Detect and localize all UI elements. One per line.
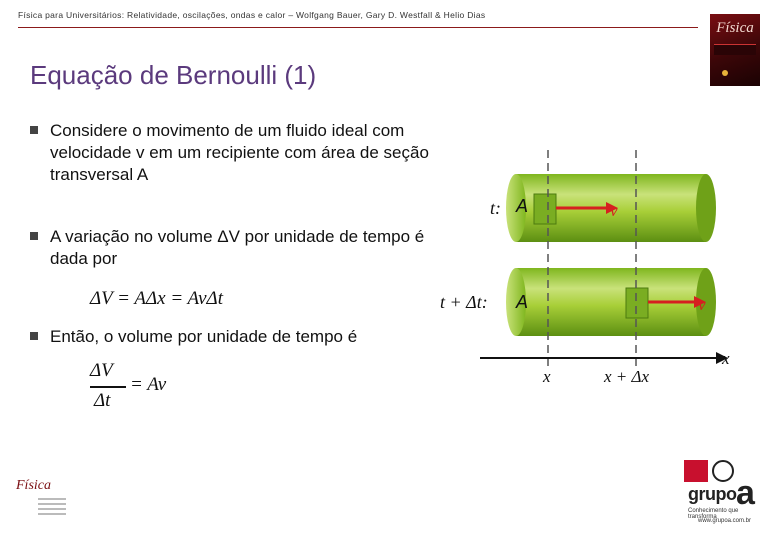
- bullet-1: [30, 120, 430, 186]
- tube-bottom: [506, 268, 716, 336]
- bullet-2-text: A variação no volume ΔV por unidade de tempo é dada por: [50, 227, 425, 268]
- brand-tagline: Conhecimento que transforma: [688, 508, 739, 520]
- fluid-tube-figure: [430, 150, 760, 390]
- bullet-3-text: Então, o volume por unidade de tempo é: [50, 327, 358, 346]
- bullet-3: [30, 326, 430, 348]
- book-cover-band: [714, 44, 756, 55]
- bookman-seal-icon: [712, 460, 734, 482]
- label-x: x: [543, 367, 551, 386]
- mcgraw-hill-logo: [684, 460, 708, 482]
- label-velocity-top: v: [610, 201, 618, 220]
- label-velocity-bottom: v: [698, 295, 706, 314]
- bullet-2: [30, 226, 430, 270]
- fluid-slab-top: [534, 194, 556, 224]
- publisher-logo: [684, 460, 768, 530]
- header-text: Física para Universitários: Relatividade, oscilações, ondas e calor – Wolfgang Bauer, Gary D. Westfall & Helio Dias: [18, 10, 486, 20]
- footer-book-lines: [38, 498, 66, 515]
- fraction-denominator: Δt: [94, 390, 111, 411]
- label-t: t:: [490, 198, 501, 218]
- brand-url: www.grupoa.com.br: [698, 518, 752, 524]
- fraction-bar: [90, 386, 126, 388]
- label-axis-x: x: [722, 349, 730, 368]
- label-area-bottom: A: [516, 292, 529, 312]
- formula-volume-change: ΔV = AΔx = AvΔt: [90, 288, 223, 309]
- label-area-top: A: [516, 196, 529, 216]
- brand-grupo: grupo: [688, 484, 737, 504]
- footer-book-title: Física: [16, 478, 51, 493]
- bullet-1-text: Considere o movimento de um fluido ideal com velocidade v em um recipiente com área de seção transversal A: [50, 121, 429, 184]
- label-x-plus-dx: x + Δx: [604, 367, 650, 386]
- brand-letter-a: a: [736, 474, 755, 512]
- header-divider: [18, 27, 698, 28]
- fraction-rhs: = Av: [130, 374, 167, 395]
- book-cover-dot: [722, 70, 728, 76]
- slide-title: Equação de Bernoulli (1): [30, 60, 317, 90]
- label-t-plus-dt: t + Δt:: [440, 292, 488, 312]
- bullet-marker: [30, 126, 38, 134]
- book-cover-thumbnail: [710, 14, 760, 86]
- footer-left-logo: [16, 478, 66, 518]
- book-cover-title: Física: [716, 20, 754, 36]
- fluid-slab-bottom: [626, 288, 648, 318]
- bullet-marker: [30, 232, 38, 240]
- bullet-marker: [30, 332, 38, 340]
- fraction-numerator: ΔV: [90, 360, 113, 381]
